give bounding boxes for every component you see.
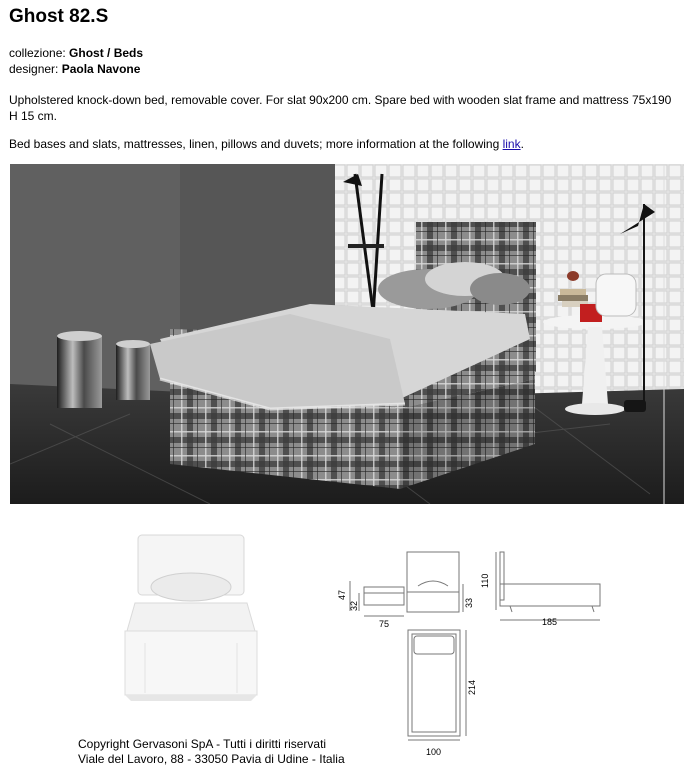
product-title: Ghost 82.S (9, 6, 109, 27)
bed-top-view (408, 630, 466, 740)
footer-copyright (78, 737, 345, 767)
designer-value: Paola Navone (61, 62, 141, 76)
dim-spare-height-inner: 32 (349, 600, 359, 611)
product-description: Upholstered knock-down bed, removable cover. For slat 90x200 cm. Spare bed with wooden slat frame and mattress 75x190 H 15 cm. (9, 93, 672, 123)
collection-label: collezione: (9, 46, 66, 60)
dim-side-height: 110 (480, 573, 490, 588)
designer-label: designer: (9, 62, 59, 76)
dim-top-length: 214 (467, 679, 477, 695)
dim-front-height: 33 (464, 597, 474, 608)
more-info-text: Bed bases and slats, mattresses, linen, pillows and duvets; more information at the following (9, 137, 503, 151)
footer-line-1: Copyright Gervasoni SpA - Tutti i diritti riservati (78, 737, 327, 751)
product-photo (10, 164, 684, 504)
product-meta (9, 45, 143, 77)
technical-drawings (330, 540, 630, 770)
designer-line (9, 61, 143, 77)
collection-value: Ghost / Beds (69, 46, 144, 60)
footer-line-2: Viale del Lavoro, 88 - 33050 Pavia di Udine - Italia (78, 752, 345, 766)
dim-top-width: 100 (426, 747, 442, 757)
bed-render-white (115, 533, 267, 701)
collection-line (9, 45, 143, 61)
dim-spare-height-outer: 47 (337, 589, 347, 600)
dim-side-length: 185 (542, 617, 558, 627)
more-info-paragraph (9, 136, 681, 152)
more-info-end: . (520, 137, 524, 151)
dim-spare-width: 75 (379, 619, 390, 629)
bed-front-view (407, 552, 463, 612)
more-info-link[interactable]: link (502, 137, 521, 151)
bed-side-view (496, 552, 600, 620)
